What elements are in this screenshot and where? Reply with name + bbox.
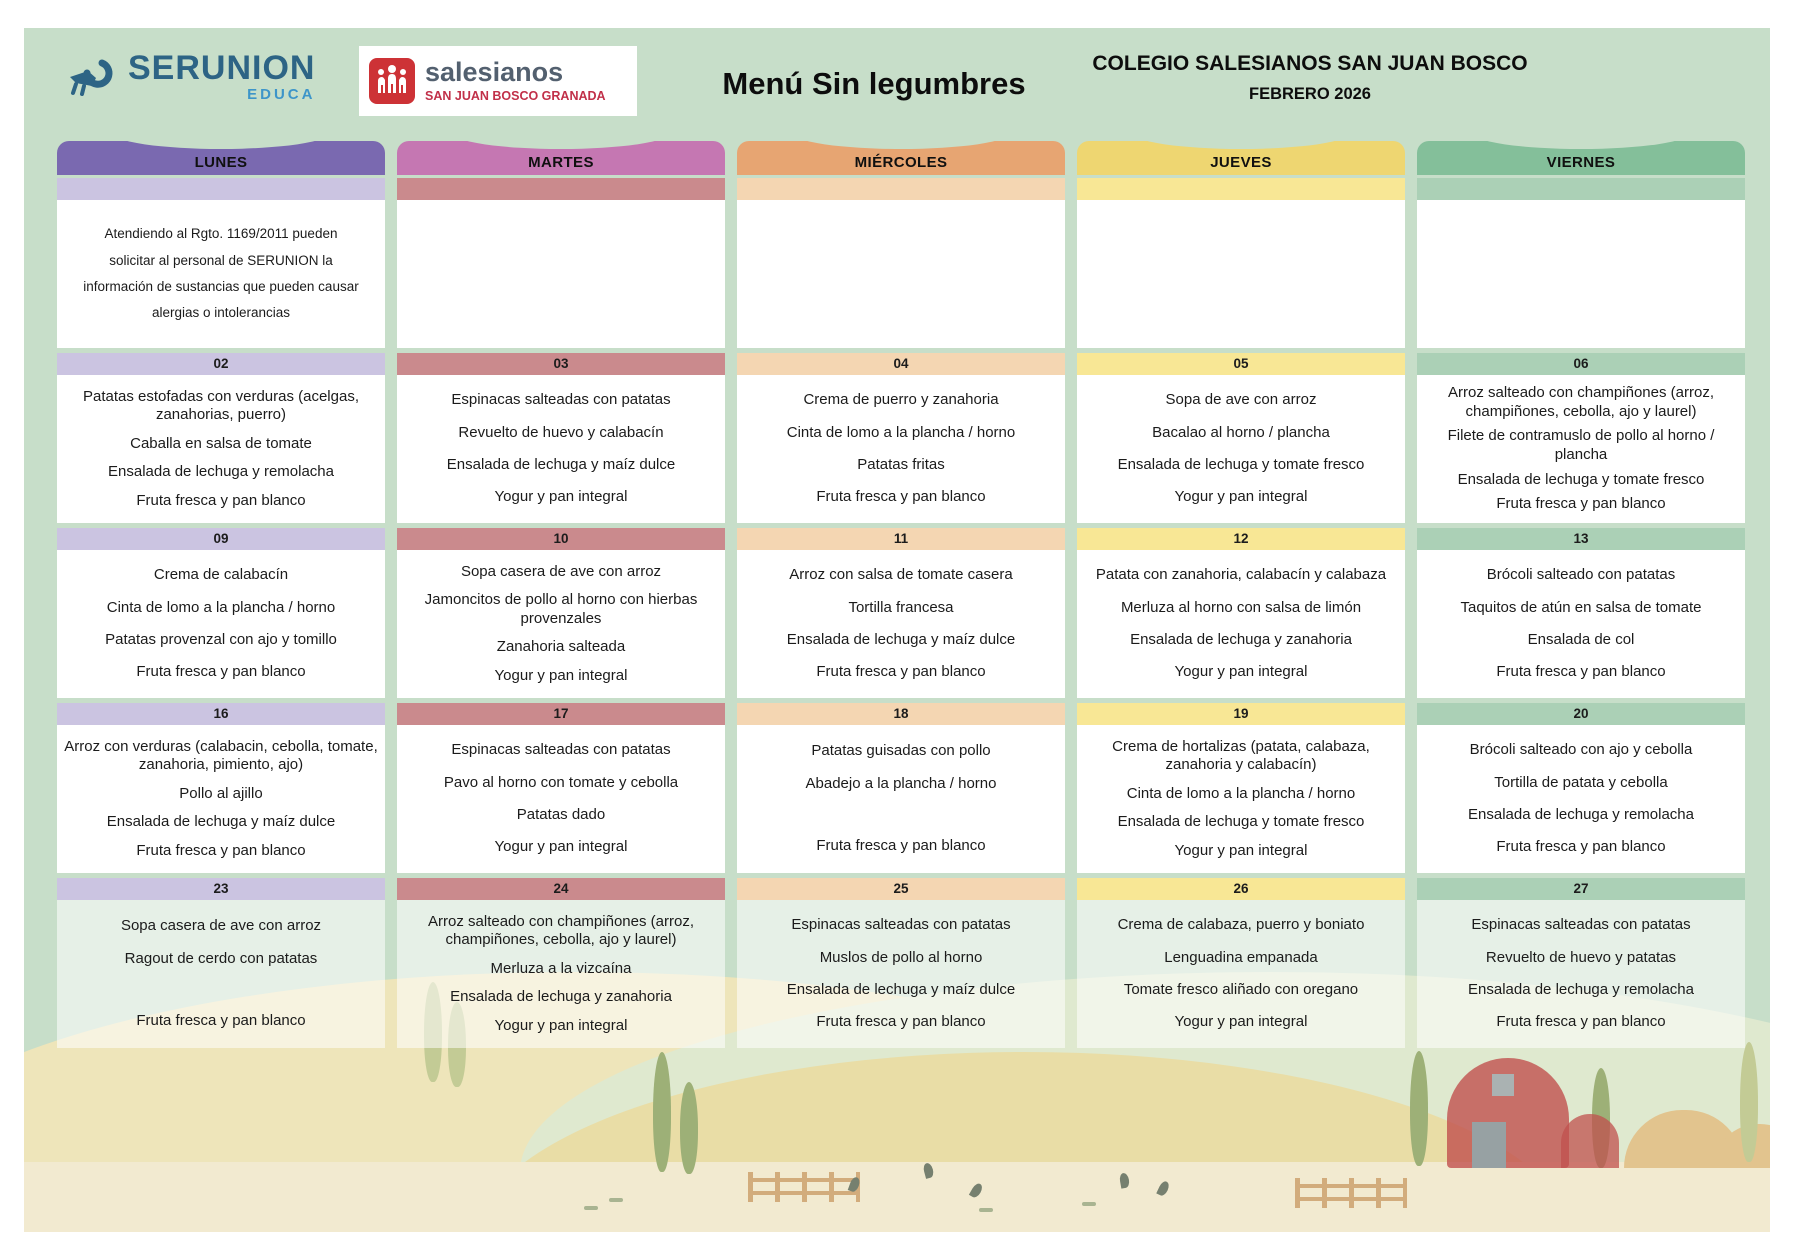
menu-item: Yogur y pan integral [494, 837, 628, 855]
menu-cell [57, 375, 385, 523]
menu-item: Yogur y pan integral [1174, 662, 1308, 680]
menu-item: Yogur y pan integral [494, 666, 628, 684]
salesianos-subtitle-text: SAN JUAN BOSCO GRANADA [425, 89, 606, 103]
menu-item: Patatas fritas [857, 455, 945, 473]
date-strip: 12 [1077, 528, 1405, 550]
menu-item: Crema de hortalizas (patata, calabaza, zanahoria y calabacín) [1112, 737, 1370, 774]
serunion-educa-text: EDUCA [247, 85, 316, 103]
menu-cell [1417, 375, 1745, 523]
menu-item: Fruta fresca y pan blanco [136, 662, 306, 680]
day-header-notch [793, 141, 1009, 149]
date-strip: 11 [737, 528, 1065, 550]
menu-item: Cinta de lomo a la plancha / horno [1126, 784, 1356, 802]
cypress-tree-icon [680, 1082, 698, 1174]
menu-item: Ensalada de col [1527, 630, 1635, 648]
menu-month: FEBRERO 2026 [1249, 85, 1371, 103]
menu-cell [57, 900, 385, 1048]
menu-item: Espinacas salteadas con patatas [451, 391, 671, 409]
menu-item: Zanahoria salteada [496, 638, 626, 656]
day-column-viernes [1417, 141, 1745, 1050]
day-header-miércoles [737, 141, 1065, 175]
menu-item: Ensalada de lechuga y tomate fresco [1117, 455, 1365, 473]
day-column-miércoles [737, 141, 1065, 1050]
day-header-notch [1133, 141, 1349, 149]
date-strip [1077, 178, 1405, 200]
day-column-martes [397, 141, 725, 1050]
menu-item: Pollo al ajillo [179, 784, 263, 802]
menu-item: Fruta fresca y pan blanco [1496, 662, 1666, 680]
menu-cell [397, 900, 725, 1048]
menu-item: Ensalada de lechuga y tomate fresco [1117, 813, 1365, 831]
day-label: VIERNES [1546, 154, 1616, 171]
barn-door [1472, 1122, 1506, 1168]
menu-cell [397, 550, 725, 698]
menu-item: Fruta fresca y pan blanco [136, 841, 306, 859]
school-name: COLEGIO SALESIANOS SAN JUAN BOSCO [1092, 52, 1528, 75]
menu-cell [397, 375, 725, 523]
grass-tuft [979, 1208, 993, 1212]
menu-item: Arroz con verduras (calabacin, cebolla, tomate, zanahoria, pimiento, ajo) [64, 737, 378, 774]
menu-item: Fruta fresca y pan blanco [816, 662, 986, 680]
menu-item: Espinacas salteadas con patatas [791, 916, 1011, 934]
menu-item: Fruta fresca y pan blanco [1496, 1012, 1666, 1030]
menu-item: Ensalada de lechuga y maíz dulce [786, 630, 1016, 648]
menu-cell [1077, 200, 1405, 348]
date-strip: 17 [397, 703, 725, 725]
date-strip: 04 [737, 353, 1065, 375]
menu-item: Sopa de ave con arroz [1165, 391, 1317, 409]
menu-item: Fruta fresca y pan blanco [136, 1012, 306, 1030]
menu-cell [737, 200, 1065, 348]
day-column-jueves [1077, 141, 1405, 1050]
salesianos-brand-text: salesianos [425, 57, 564, 87]
fence-icon [748, 1172, 860, 1202]
menu-item: Crema de calabaza, puerro y boniato [1117, 916, 1365, 934]
menu-cell [737, 375, 1065, 523]
menu-item: Ensalada de lechuga y remolacha [1468, 980, 1694, 998]
date-strip: 06 [1417, 353, 1745, 375]
menu-item: Fruta fresca y pan blanco [816, 837, 986, 855]
menu-item: Revuelto de huevo y patatas [1485, 948, 1677, 966]
menu-item: Muslos de pollo al horno [819, 948, 983, 966]
menu-item: Patatas provenzal con ajo y tomillo [105, 630, 337, 648]
menu-item: Ragout de cerdo con patatas [124, 950, 318, 968]
menu-item: Brócoli salteado con ajo y cebolla [1469, 741, 1693, 759]
ram-logo-icon [62, 50, 120, 103]
menu-item: Merluza a la vizcaína [490, 959, 632, 977]
date-strip: 03 [397, 353, 725, 375]
menu-item: Ensalada de lechuga y maíz dulce [446, 455, 676, 473]
allergy-notice-text: Atendiendo al Rgto. 1169/2011 pueden solicitar al personal de SERUNION la información de sustancias que pueden causar alergias o intolerancias [83, 226, 359, 321]
date-strip: 10 [397, 528, 725, 550]
date-strip: 09 [57, 528, 385, 550]
menu-item: Taquitos de atún en salsa de tomate [1460, 598, 1702, 616]
menu-item: Revuelto de huevo y calabacín [458, 423, 664, 441]
menu-item: Ensalada de lechuga y tomate fresco [1457, 470, 1705, 488]
menu-cell [1417, 200, 1745, 348]
day-header-notch [113, 141, 329, 149]
day-header-martes [397, 141, 725, 175]
menu-item: Sopa casera de ave con arroz [120, 917, 322, 935]
menu-item: Arroz salteado con champiñones (arroz, champiñones, cebolla, ajo y laurel) [428, 912, 694, 949]
menu-item: Yogur y pan integral [1174, 841, 1308, 859]
day-label: JUEVES [1210, 154, 1272, 171]
serunion-logo [62, 50, 315, 103]
date-strip: 25 [737, 878, 1065, 900]
menu-item: Ensalada de lechuga y zanahoria [1130, 630, 1352, 648]
day-header-notch [1473, 141, 1689, 149]
menu-item: Tortilla de patata y cebolla [1494, 773, 1668, 791]
cypress-tree-icon [653, 1052, 671, 1172]
salesianos-icon [369, 58, 415, 104]
day-header-viernes [1417, 141, 1745, 175]
menu-cell [1417, 725, 1745, 873]
menu-item: Cinta de lomo a la plancha / horno [786, 423, 1016, 441]
menu-item: Yogur y pan integral [494, 1016, 628, 1034]
date-strip: 19 [1077, 703, 1405, 725]
menu-item: Fruta fresca y pan blanco [816, 1012, 986, 1030]
menu-cell [397, 200, 725, 348]
date-strip: 02 [57, 353, 385, 375]
menu-item: Arroz con salsa de tomate casera [789, 566, 1013, 584]
field-band [24, 1162, 1770, 1232]
day-header-notch [453, 141, 669, 149]
serunion-brand-text: SERUNION [128, 48, 316, 87]
date-strip: 24 [397, 878, 725, 900]
day-label: MIÉRCOLES [854, 154, 948, 171]
menu-cell [737, 725, 1065, 873]
menu-cell [737, 550, 1065, 698]
menu-item: Fruta fresca y pan blanco [136, 491, 306, 509]
menu-cell [57, 725, 385, 873]
menu-item: Patatas estofadas con verduras (acelgas, zanahorias, puerro) [83, 387, 359, 424]
menu-item: Yogur y pan integral [1174, 487, 1308, 505]
date-strip: 05 [1077, 353, 1405, 375]
menu-item: Crema de puerro y zanahoria [803, 391, 999, 409]
menu-item: Caballa en salsa de tomate [130, 434, 312, 452]
allergy-notice-cell [57, 200, 385, 348]
date-strip [1417, 178, 1745, 200]
day-header-lunes [57, 141, 385, 175]
menu-item: Yogur y pan integral [1174, 1012, 1308, 1030]
date-strip: 20 [1417, 703, 1745, 725]
school-header [1090, 52, 1530, 104]
page-title: Menú Sin legumbres [722, 66, 1026, 101]
menu-item: Sopa casera de ave con arroz [460, 562, 662, 580]
menu-cell [1077, 725, 1405, 873]
salesianos-logo [359, 46, 637, 116]
menu-cell [397, 725, 725, 873]
date-strip [57, 178, 385, 200]
menu-item: Tomate fresco aliñado con oregano [1123, 980, 1359, 998]
menu-cell [1417, 550, 1745, 698]
day-label: MARTES [528, 154, 594, 171]
barn-window [1492, 1074, 1514, 1096]
menu-item: Abadejo a la plancha / horno [805, 775, 997, 793]
menu-item: Yogur y pan integral [494, 487, 628, 505]
serunion-wordmark [128, 48, 316, 103]
menu-item: Brócoli salteado con patatas [1486, 566, 1676, 584]
barn-wing [1561, 1114, 1619, 1168]
menu-item: Arroz salteado con champiñones (arroz, champiñones, cebolla, ajo y laurel) [1448, 383, 1714, 420]
grass-tuft [584, 1206, 598, 1210]
menu-cell [57, 550, 385, 698]
menu-calendar-grid [57, 141, 1745, 1050]
menu-item: Merluza al horno con salsa de limón [1120, 598, 1362, 616]
menu-item: Lenguadina empanada [1164, 948, 1318, 966]
fence-icon [1295, 1178, 1407, 1208]
menu-item: Patata con zanahoria, calabacín y calabaza [1095, 566, 1387, 584]
menu-item: Patatas guisadas con pollo [811, 742, 991, 760]
date-strip [737, 178, 1065, 200]
date-strip: 16 [57, 703, 385, 725]
menu-item: Tortilla francesa [848, 598, 954, 616]
menu-item: Bacalao al horno / plancha [1152, 423, 1330, 441]
menu-item: Cinta de lomo a la plancha / horno [106, 598, 336, 616]
menu-item: Espinacas salteadas con patatas [1471, 916, 1691, 934]
menu-item: Patatas dado [516, 805, 606, 823]
grass-tuft [1082, 1202, 1096, 1206]
menu-item: Crema de calabacín [153, 566, 289, 584]
menu-item: Jamoncitos de pollo al horno con hierbas provenzales [424, 591, 698, 627]
menu-item: Filete de contramuslo de pollo al horno / plancha [1447, 427, 1715, 464]
menu-item: Pavo al horno con tomate y cebolla [443, 773, 679, 791]
menu-cell [1077, 550, 1405, 698]
day-label: LUNES [194, 154, 248, 171]
date-strip: 13 [1417, 528, 1745, 550]
menu-item: Fruta fresca y pan blanco [1496, 837, 1666, 855]
date-strip: 26 [1077, 878, 1405, 900]
menu-item: Ensalada de lechuga y remolacha [1468, 805, 1694, 823]
date-strip: 23 [57, 878, 385, 900]
grass-tuft [609, 1198, 623, 1202]
menu-item: Ensalada de lechuga y remolacha [108, 463, 334, 481]
menu-item: Fruta fresca y pan blanco [1496, 495, 1666, 513]
date-strip: 18 [737, 703, 1065, 725]
cypress-tree-icon [1740, 1042, 1758, 1162]
menu-cell [1417, 900, 1745, 1048]
menu-item: Fruta fresca y pan blanco [816, 487, 986, 505]
date-strip: 27 [1417, 878, 1745, 900]
salesianos-wordmark [425, 59, 606, 103]
menu-cell [1077, 900, 1405, 1048]
day-column-lunes [57, 141, 385, 1050]
menu-cell [1077, 375, 1405, 523]
menu-item: Espinacas salteadas con patatas [451, 741, 671, 759]
menu-item: Ensalada de lechuga y zanahoria [450, 988, 672, 1006]
menu-item: Ensalada de lechuga y maíz dulce [786, 980, 1016, 998]
menu-item: Ensalada de lechuga y maíz dulce [106, 813, 336, 831]
cypress-tree-icon [1410, 1051, 1428, 1166]
menu-cell [737, 900, 1065, 1048]
day-header-jueves [1077, 141, 1405, 175]
date-strip [397, 178, 725, 200]
menu-board-panel [24, 28, 1770, 1232]
